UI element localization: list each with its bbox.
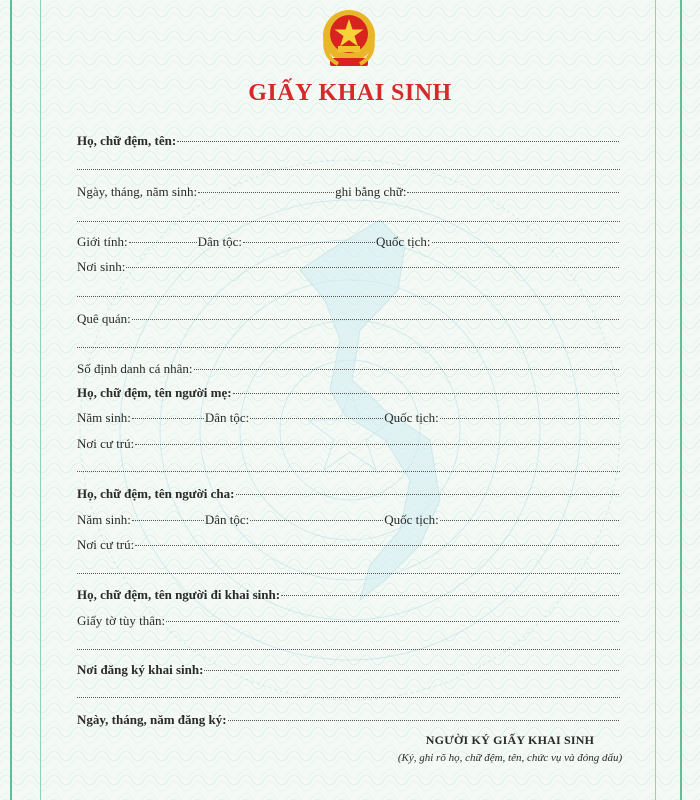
field-birthplace [77,259,620,279]
registration-date-label: Ngày, tháng, năm đăng ký: [77,712,227,727]
dob-label: Ngày, tháng, năm sinh: [77,184,198,199]
field-dob [77,184,620,204]
ethnicity-label: Dân tộc: [197,234,242,249]
nationality-line[interactable] [432,240,620,243]
declarant-id-line[interactable] [166,619,619,622]
personal-id-line[interactable] [194,367,619,370]
declarant-id-label: Giấy tờ tùy thân: [77,613,166,628]
registration-place-label: Nơi đăng ký khai sinh: [77,662,204,677]
birthplace-label: Nơi sinh: [77,259,126,274]
blank-line[interactable] [77,470,620,472]
dob-words-label: ghi bằng chữ: [335,184,407,199]
blank-line[interactable] [77,168,620,170]
field-mother-name [77,385,620,405]
blank-line[interactable] [77,696,620,698]
father-year-line[interactable] [132,518,204,521]
field-hometown [77,311,620,331]
birthplace-line[interactable] [126,265,619,268]
nationality-label: Quốc tịch: [375,234,431,249]
field-registration-place [77,662,620,682]
mother-ethnicity-label: Dân tộc: [204,410,250,425]
mother-name-label: Họ, chữ đệm, tên người mẹ: [77,385,232,400]
blank-line[interactable] [77,346,620,348]
mother-nationality-line[interactable] [440,416,619,419]
blank-line[interactable] [77,572,620,574]
signer-note: (Ký, ghi rõ họ, chữ đệm, tên, chức vụ và đóng dấu) [397,752,623,764]
field-gender-ethnicity-nationality [77,234,620,254]
blank-line[interactable] [77,220,620,222]
field-father-details [77,512,620,532]
blank-line[interactable] [77,295,620,297]
field-personal-id [77,361,620,381]
field-father-residence [77,537,620,557]
national-emblem-icon [316,6,382,70]
field-declarant-id [77,613,620,633]
signer-title: NGƯỜI KÝ GIẤY KHAI SINH [425,733,595,747]
mother-year-line[interactable] [132,416,204,419]
document-title: GIẤY KHAI SINH [248,80,452,106]
dob-line[interactable] [198,190,334,193]
dob-words-line[interactable] [407,190,619,193]
field-father-name [77,486,620,506]
declarant-name-label: Họ, chữ đệm, tên người đi khai sinh: [77,587,281,602]
field-registration-date [77,712,620,732]
mother-residence-label: Nơi cư trú: [77,436,135,451]
mother-ethnicity-line[interactable] [250,416,383,419]
field-mother-details [77,410,620,430]
gender-label: Giới tính: [77,234,128,249]
registration-place-line[interactable] [204,668,619,671]
father-residence-line[interactable] [135,543,619,546]
mother-nationality-label: Quốc tịch: [384,410,439,425]
field-declarant-name [77,587,620,607]
registration-date-line[interactable] [228,718,619,721]
father-name-label: Họ, chữ đệm, tên người cha: [77,486,235,501]
mother-residence-line[interactable] [135,442,619,445]
ethnicity-line[interactable] [243,240,375,243]
mother-year-label: Năm sinh: [77,410,131,425]
full-name-line[interactable] [177,139,619,142]
mother-name-line[interactable] [233,391,619,394]
gender-line[interactable] [129,240,197,243]
field-full-name [77,133,620,153]
field-mother-residence [77,436,620,456]
declarant-name-line[interactable] [281,593,619,596]
personal-id-label: Số định danh cá nhân: [77,361,193,376]
father-name-line[interactable] [236,492,620,495]
hometown-label: Quê quán: [77,311,131,326]
father-residence-label: Nơi cư trú: [77,537,135,552]
father-ethnicity-line[interactable] [250,518,383,521]
full-name-label: Họ, chữ đệm, tên: [77,133,177,148]
hometown-line[interactable] [132,317,619,320]
father-year-label: Năm sinh: [77,512,131,527]
father-ethnicity-label: Dân tộc: [204,512,250,527]
father-nationality-label: Quốc tịch: [384,512,439,527]
blank-line[interactable] [77,648,620,650]
father-nationality-line[interactable] [440,518,619,521]
